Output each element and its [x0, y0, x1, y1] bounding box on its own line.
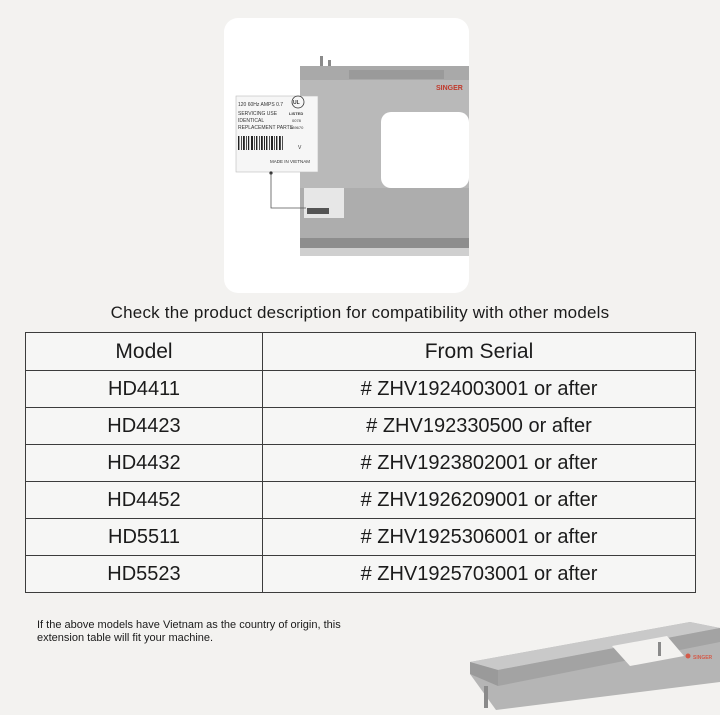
product-photo	[224, 18, 469, 293]
serial-cell: # ZHV1926209001 or after	[263, 482, 696, 519]
extension-table-illustration	[462, 612, 720, 710]
compatibility-note: Check the product description for compatibility with other models	[110, 303, 610, 322]
model-column-header: Model	[26, 333, 263, 371]
footnote-line: If the above models have Vietnam as the country of origin, this	[37, 619, 341, 631]
serial-cell: # ZHV1925306001 or after	[263, 519, 696, 556]
extension-table-photo	[462, 612, 720, 710]
footnote-line: extension table will fit your machine.	[37, 632, 214, 644]
model-cell: HD4423	[26, 408, 263, 445]
made-in-label: MADE IN VIETNAM	[270, 159, 311, 164]
label-code: 0078	[292, 118, 301, 123]
table-row	[26, 482, 696, 519]
label-line: IDENTICAL	[238, 118, 265, 124]
table-row	[26, 445, 696, 482]
table-row	[26, 408, 696, 445]
model-cell: HD4452	[26, 482, 263, 519]
label-line: SERVICING USE	[238, 111, 278, 117]
v-mark: V	[298, 145, 302, 151]
model-cell: HD5511	[26, 519, 263, 556]
table-row	[26, 556, 696, 593]
serial-column-header: From Serial	[263, 333, 696, 371]
origin-footnote	[37, 619, 437, 645]
serial-cell: # ZHV1925703001 or after	[263, 556, 696, 593]
ul-mark: UL	[293, 100, 300, 106]
label-code: 639670	[290, 125, 304, 130]
serial-cell: # ZHV1923802001 or after	[263, 445, 696, 482]
model-cell: HD4411	[26, 371, 263, 408]
compatibility-table	[25, 332, 696, 593]
table-brand-logo: SINGER	[693, 655, 713, 661]
serial-cell: # ZHV192330500 or after	[263, 408, 696, 445]
sewing-machine-illustration	[224, 18, 469, 293]
table-row	[26, 371, 696, 408]
model-cell: HD4432	[26, 445, 263, 482]
label-line: 120 60Hz AMPS 0.7	[238, 102, 284, 108]
table-header-row	[26, 333, 696, 371]
model-cell: HD5523	[26, 556, 263, 593]
table-row	[26, 519, 696, 556]
serial-cell: # ZHV1924003001 or after	[263, 371, 696, 408]
label-line: REPLACEMENT PARTS	[238, 125, 294, 131]
listed-mark: LISTED	[289, 111, 304, 116]
brand-logo: SINGER	[436, 85, 463, 92]
